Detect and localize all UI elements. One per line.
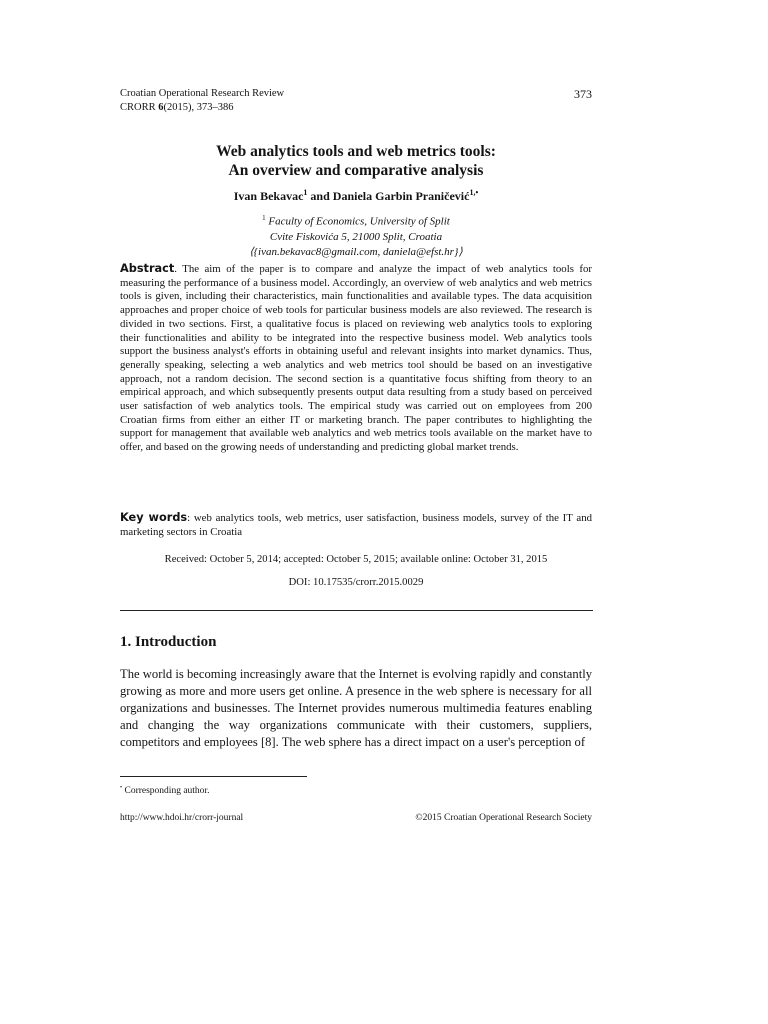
section-heading: 1. Introduction xyxy=(120,634,217,650)
section-divider xyxy=(120,610,593,611)
abstract-label: Abstract xyxy=(120,262,175,275)
abstract-text: . The aim of the paper is to compare and analyze the impact of web analytics tools for measuring the performance of a business model. Accordingly, an overview of web analytics and web metrics tools is given, including their characteristics, main functionalities and available types. The data acquisition approaches and proper choice of web tools for particular business models are also reviewed. The research is divided in two sections. First, a qualitative focus is placed on reviewing web analytics tools to exploring their functionalities and ability to be integrated into the respective business model. Web analytics tools support the business analyst's efforts in obtaining useful and relevant insights into market dynamics. Thus, generally speaking, selecting a web analytics and web metrics tool should be based on an investigative approach, not a random decision. The second section is a quantitative focus shifting from theory to an empirical approach, and which subsequently presents output data resulting from a study based on perceived user satisfaction of web analytics tools. The empirical study was carried out on employees from 200 Croatian firms from either an either IT or marketing branch. The paper contributes to highlighting the support for management that available web analytics and web metrics tools available on the market have to offer, and based on the growing needs of understanding and predicting global market trends. xyxy=(120,263,592,454)
journal-name: Croatian Operational Research Review xyxy=(120,88,285,99)
keywords-label: Key words xyxy=(120,511,188,524)
page-number: 373 xyxy=(574,87,592,101)
footnote-text: Corresponding author. xyxy=(124,786,210,797)
journal-citation xyxy=(120,101,284,115)
footnote-mark: • xyxy=(120,785,123,791)
keywords-text: : web analytics tools, web metrics, user satisfaction, business models, survey of the IT and marketing sectors in Croatia xyxy=(120,512,592,538)
citation-prefix: CRORR xyxy=(120,102,159,113)
affiliation-line-1 xyxy=(120,211,592,230)
author-1-mark: 1 xyxy=(303,188,308,197)
doi: DOI: 10.17535/crorr.2015.0029 xyxy=(288,577,424,588)
citation-volume: 6 xyxy=(158,102,164,113)
section-body: The world is becoming increasingly aware that the Internet is evolving rapidly and constantly growing as more and more users get online. A presence in the web sphere is necessary for all organizations and businesses. The Internet provides numerous multimedia features enabling and changing the way organizations communicate with their customers, suppliers, competitors and employees [8]. The web sphere has a direct impact on a user's perception of xyxy=(120,667,592,749)
title-line-1: Web analytics tools and web metrics tools: xyxy=(216,143,496,160)
author-2: Daniela Garbin Praničević xyxy=(332,189,470,203)
affiliation-line-2: Cvite Fiskovića 5, 21000 Split, Croatia xyxy=(269,230,443,243)
author-2-mark: 1,• xyxy=(469,188,479,197)
footer-copyright: ©2015 Croatian Operational Research Society xyxy=(415,813,592,823)
footer-url[interactable]: http://www.hdoi.hr/crorr-journal xyxy=(120,813,244,823)
affiliation-mark: 1 xyxy=(262,214,266,222)
keywords xyxy=(120,511,592,539)
author-list xyxy=(120,188,592,204)
footnote-rule xyxy=(120,776,307,777)
citation-suffix: (2015), 373–386 xyxy=(163,102,234,113)
affiliation xyxy=(120,211,592,260)
footnote xyxy=(120,785,209,796)
affiliation-institution: Faculty of Economics, University of Split xyxy=(268,215,450,228)
author-connector: and xyxy=(307,189,333,203)
title-line-2: An overview and comparative analysis xyxy=(228,162,484,179)
author-1: Ivan Bekavac xyxy=(233,189,304,203)
received-dates: Received: October 5, 2014; accepted: October 5, 2015; available online: October 31, 2015 xyxy=(164,554,548,565)
affiliation-emails: ⟨{ivan.bekavac8@gmail.com, daniela@efst.hr}⟩ xyxy=(249,245,463,258)
abstract xyxy=(120,262,592,455)
journal-header xyxy=(120,87,284,115)
paper-title xyxy=(120,142,592,180)
